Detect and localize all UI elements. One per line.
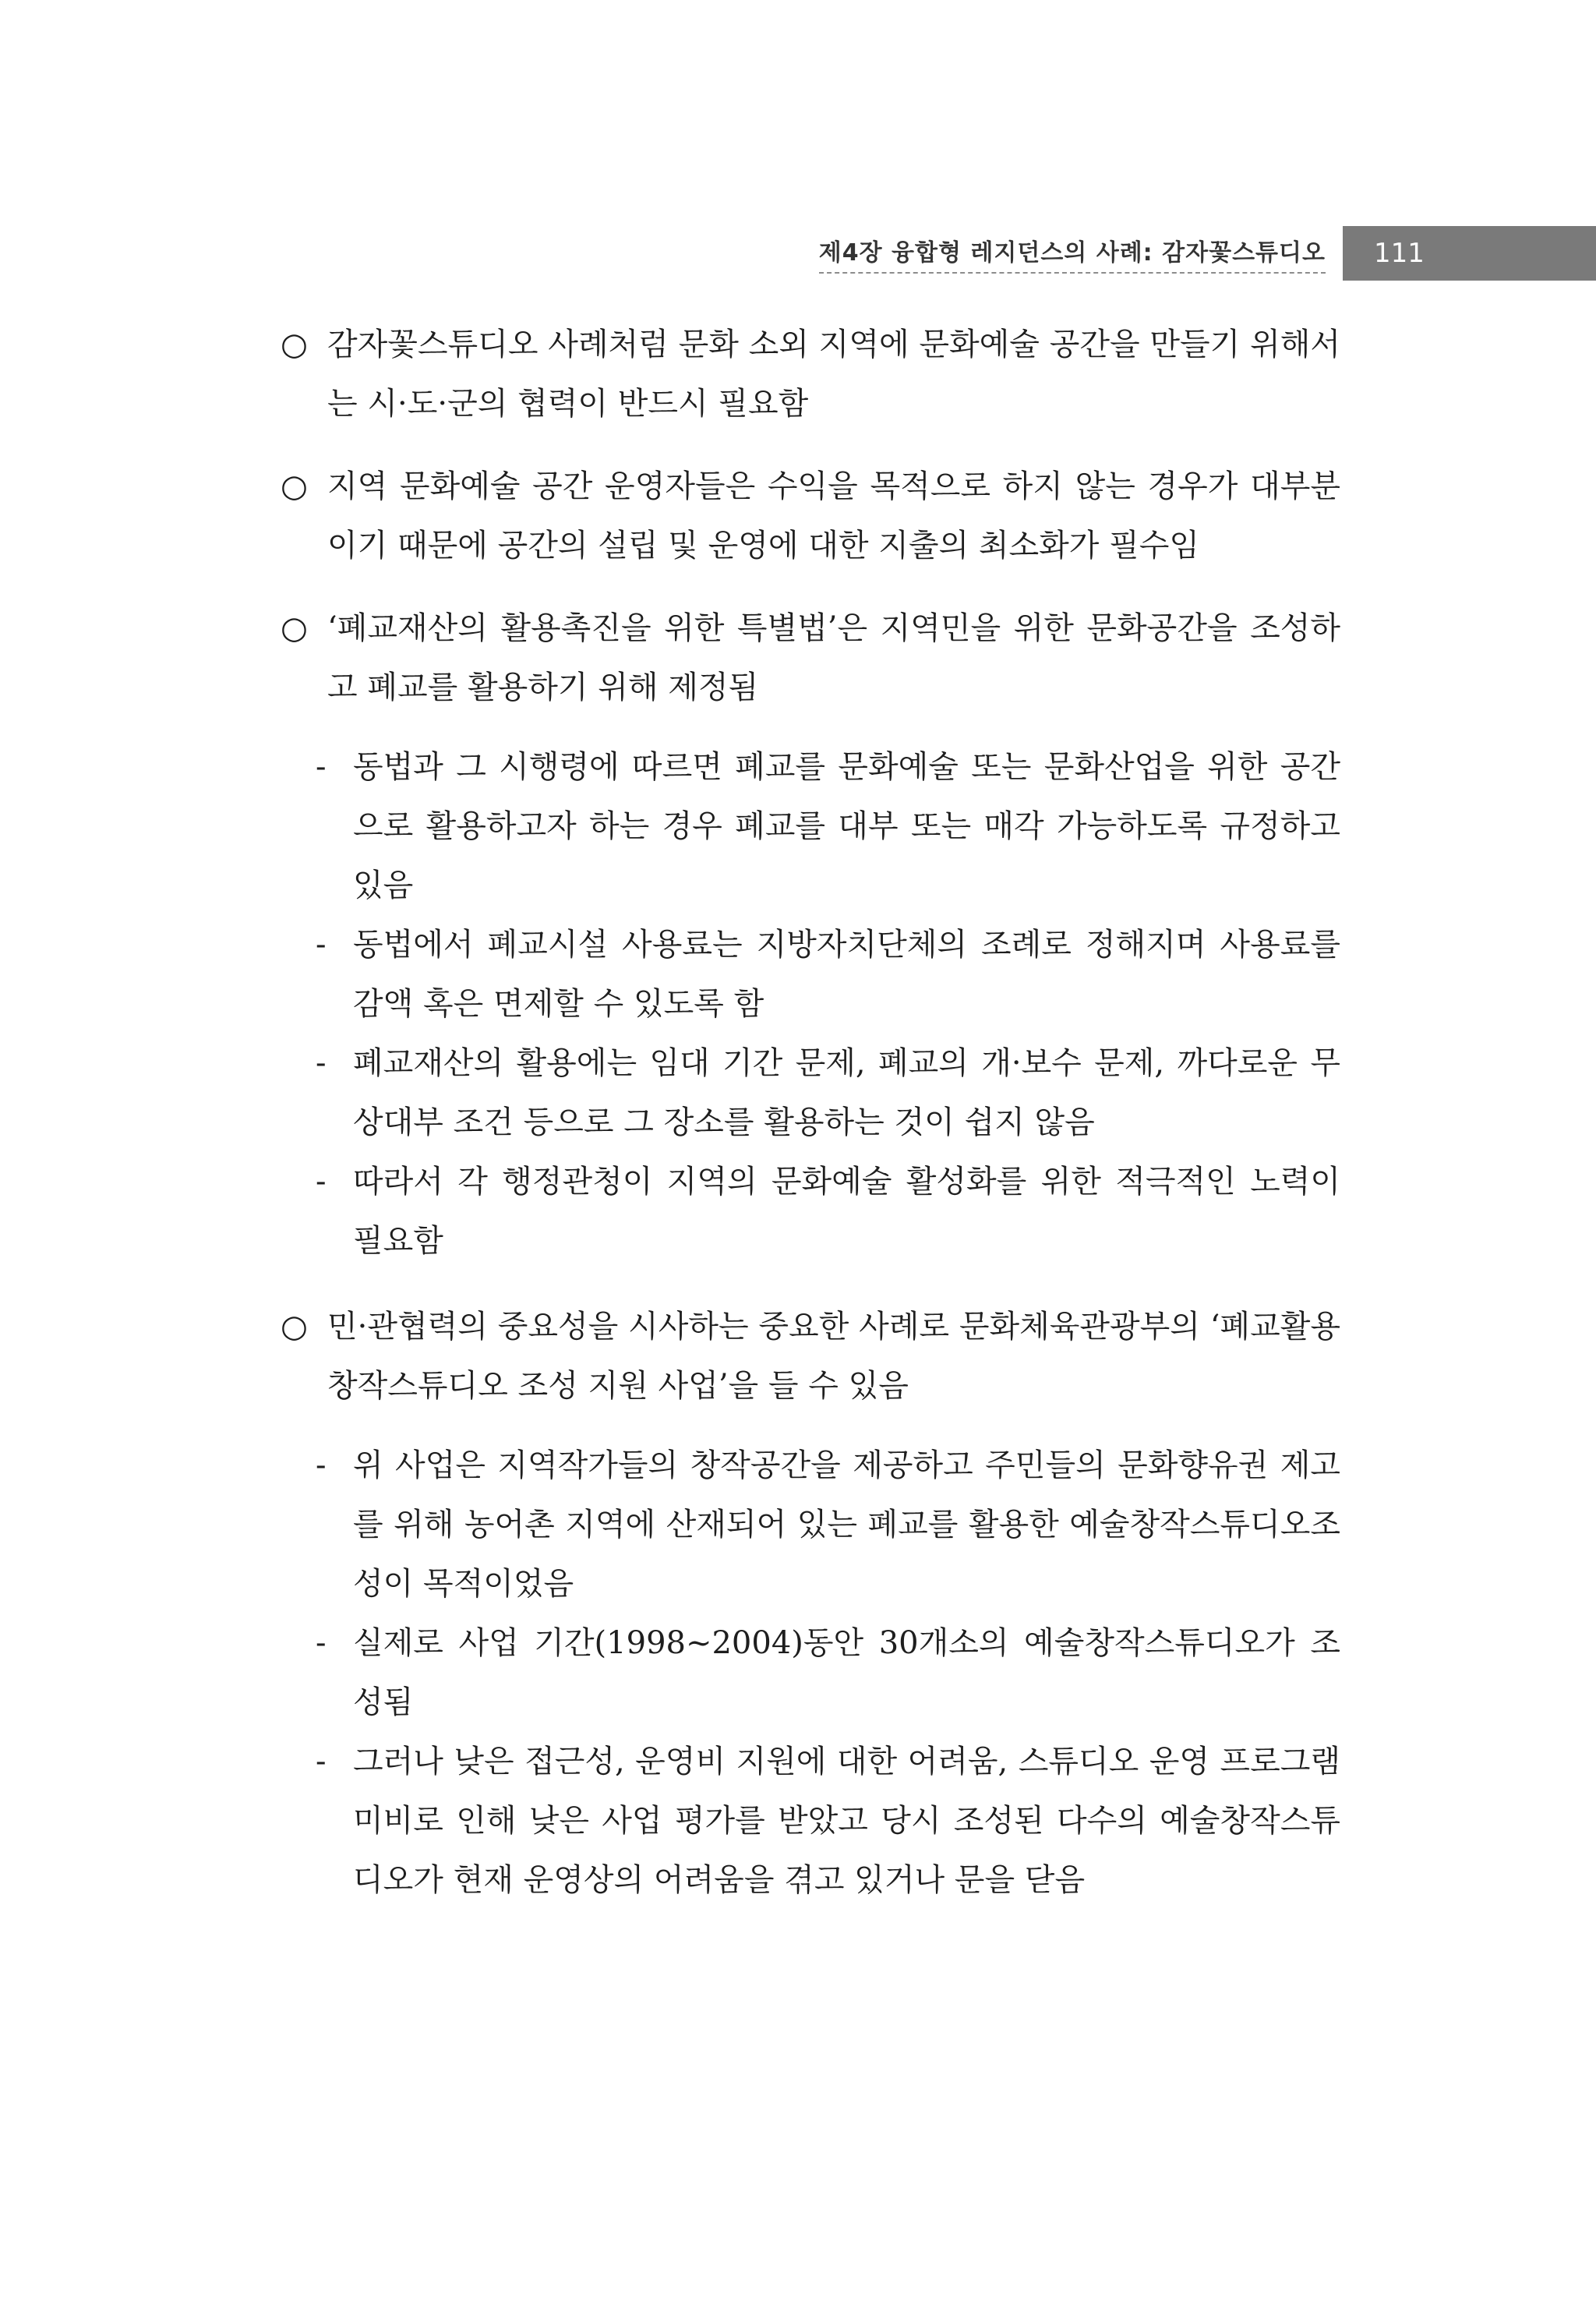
sub-item (316, 1732, 1340, 1910)
circle-bullet-icon: ○ (281, 468, 308, 504)
bullet-item (281, 599, 1340, 717)
sub-item (316, 737, 1340, 915)
bullet-item (281, 315, 1340, 433)
page-header (819, 226, 1596, 281)
dash-bullet-icon: - (316, 749, 327, 785)
sub-item-text: 폐교재산의 활용에는 임대 기간 문제, 폐교의 개·보수 문제, 까다로운 무상대부 조건 등으로 그 장소를 활용하는 것이 쉽지 않음 (353, 1045, 1340, 1140)
circle-bullet-icon: ○ (281, 610, 308, 646)
sub-item (316, 1436, 1340, 1613)
sub-item-text: 동법에서 폐교시설 사용료는 지방자치단체의 조례로 정해지며 사용료를 감액 혹은 면제할 수 있도록 함 (353, 927, 1340, 1022)
dash-bullet-icon: - (316, 1164, 327, 1200)
sub-list (281, 737, 1340, 1271)
bullet-item (281, 457, 1340, 575)
sub-item (316, 1034, 1340, 1152)
sub-item-text: 그러나 낮은 접근성, 운영비 지원에 대한 어려움, 스튜디오 운영 프로그램 미비로 인해 낮은 사업 평가를 받았고 당시 조성된 다수의 예술창작스튜디오가 현재 운영상의 어려움을 겪고 있거나 문을 닫음 (353, 1744, 1340, 1898)
bullet-text: ‘폐교재산의 활용촉진을 위한 특별법’은 지역민을 위한 문화공간을 조성하고 폐교를 활용하기 위해 제정됨 (327, 610, 1340, 705)
chapter-title: 제4장 융합형 레지던스의 사례: 감자꽃스튜디오 (819, 233, 1326, 274)
circle-bullet-icon: ○ (281, 1309, 308, 1345)
page-content (281, 315, 1340, 1936)
sub-item-text: 따라서 각 행정관청이 지역의 문화예술 활성화를 위한 적극적인 노력이 필요함 (353, 1164, 1340, 1259)
dash-bullet-icon: - (316, 1625, 327, 1661)
sub-item (316, 915, 1340, 1034)
sub-item (316, 1152, 1340, 1271)
sub-item-text: 실제로 사업 기간(1998~2004)동안 30개소의 예술창작스튜디오가 조성됨 (353, 1625, 1340, 1720)
dash-bullet-icon: - (316, 1744, 327, 1779)
sub-item-text: 동법과 그 시행령에 따르면 폐교를 문화예술 또는 문화산업을 위한 공간으로 활용하고자 하는 경우 폐교를 대부 또는 매각 가능하도록 규정하고 있음 (353, 749, 1340, 903)
bullet-text: 민·관협력의 중요성을 시사하는 중요한 사례로 문화체육관광부의 ‘폐교활용 창작스튜디오 조성 지원 사업’을 들 수 있음 (327, 1309, 1340, 1404)
sub-list (281, 1436, 1340, 1910)
bullet-item (281, 1297, 1340, 1415)
dash-bullet-icon: - (316, 1447, 327, 1483)
bullet-text: 지역 문화예술 공간 운영자들은 수익을 목적으로 하지 않는 경우가 대부분이기 때문에 공간의 설립 및 운영에 대한 지출의 최소화가 필수임 (327, 468, 1340, 564)
dash-bullet-icon: - (316, 927, 327, 963)
bullet-text: 감자꽃스튜디오 사례처럼 문화 소외 지역에 문화예술 공간을 만들기 위해서는 시·도·군의 협력이 반드시 필요함 (327, 327, 1340, 422)
sub-item-text: 위 사업은 지역작가들의 창작공간을 제공하고 주민들의 문화향유권 제고를 위해 농어촌 지역에 산재되어 있는 폐교를 활용한 예술창작스튜디오조성이 목적이었음 (353, 1447, 1340, 1602)
circle-bullet-icon: ○ (281, 327, 308, 362)
page-number: 111 (1343, 226, 1596, 281)
dash-bullet-icon: - (316, 1045, 327, 1081)
sub-item (316, 1613, 1340, 1732)
